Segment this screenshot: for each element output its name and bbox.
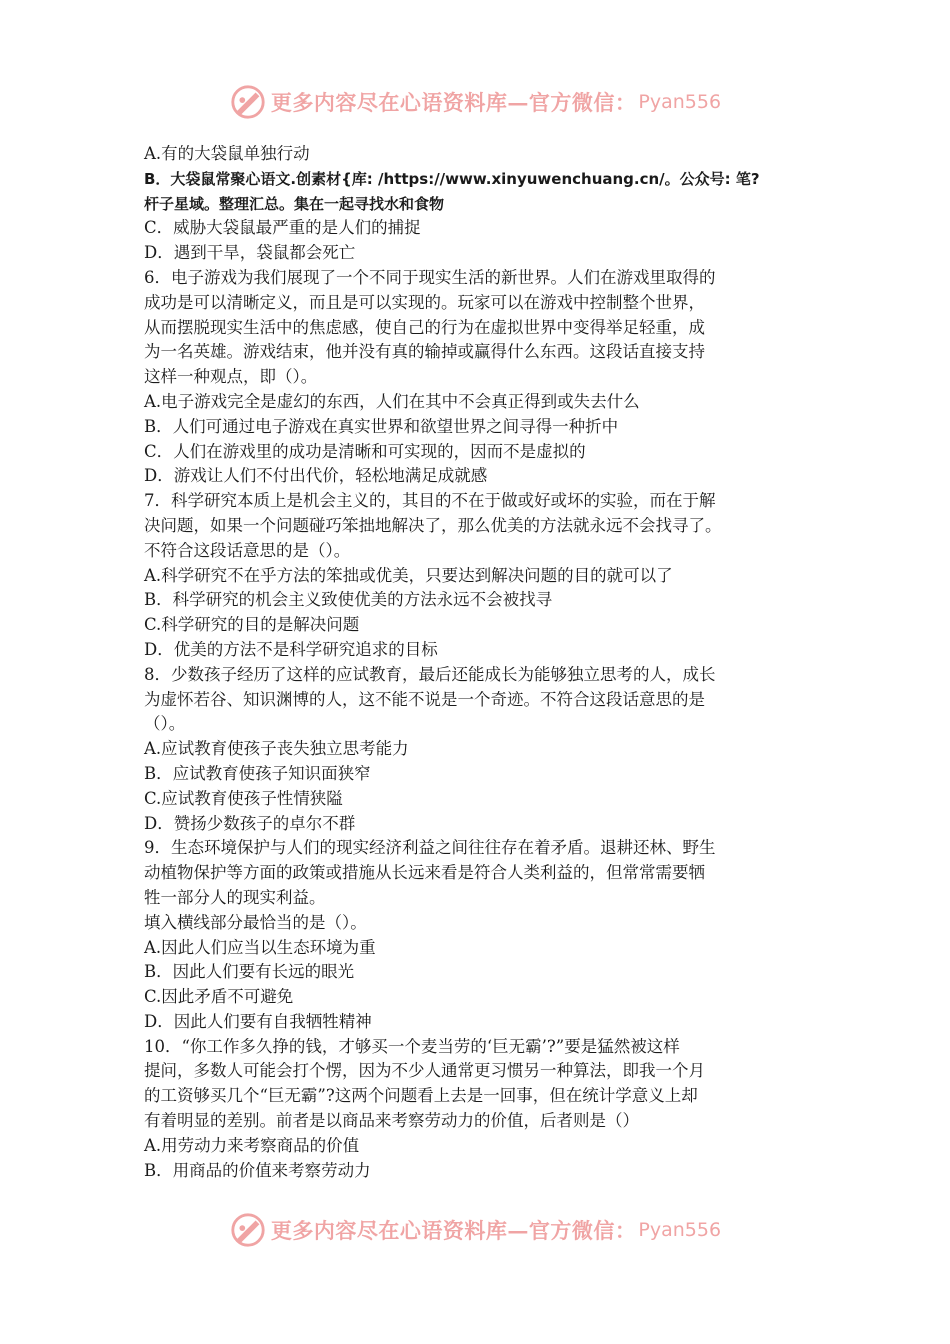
text-line: 的工资够买几个“巨无霸”?这两个问题看上去是一回事，但在统计学意义上却 bbox=[144, 1086, 698, 1106]
text-line: 不符合这段话意思的是（）。 bbox=[144, 540, 351, 560]
text-line: A.应试教育使孩子丧失独立思考能力 bbox=[144, 739, 409, 759]
text-line: B．用商品的价值来考察劳动力 bbox=[144, 1160, 371, 1180]
text-line: A.因此人们应当以生态环境为重 bbox=[144, 937, 376, 957]
text-line: C.应试教育使孩子性情狭隘 bbox=[144, 788, 343, 808]
text-line: A.电子游戏完全是虚幻的东西，人们在其中不会真正得到或失去什么 bbox=[144, 391, 640, 411]
text-line: D．赞扬少数孩子的卓尔不群 bbox=[144, 813, 356, 833]
text-line: D．游戏让人们不付出代价，轻松地满足成就感 bbox=[144, 466, 488, 486]
text-line: A.用劳动力来考察商品的价值 bbox=[144, 1135, 360, 1155]
text-line: A.科学研究不在乎方法的笨拙或优美，只要达到解决问题的目的就可以了 bbox=[144, 565, 673, 585]
text-line: B．大袋鼠常聚心语文.创素材{库: /https://www.xinyuwenchuang.cn/。公众号: 笔? bbox=[144, 169, 760, 188]
text-line: 动植物保护等方面的政策或措施从长远来看是符合人类利益的，但常常需要牺 bbox=[144, 863, 705, 883]
text-line: 8．少数孩子经历了这样的应试教育，最后还能成长为能够独立思考的人，成长 bbox=[144, 664, 716, 684]
text-line: 7．科学研究本质上是机会主义的，其目的不在于做或好或坏的实验，而在于解 bbox=[144, 491, 716, 511]
text-line: 为一名英雄。游戏结束，他并没有真的输掉或赢得什么东西。这段话直接支持 bbox=[144, 342, 705, 362]
text-line: 6．电子游戏为我们展现了一个不同于现实生活的新世界。人们在游戏里取得的 bbox=[144, 267, 716, 287]
text-line: 牲一部分人的现实利益。 bbox=[144, 887, 326, 907]
text-line: 杆子星域。整理汇总。集在一起寻找水和食物 bbox=[144, 194, 445, 213]
text-line: B．人们可通过电子游戏在真实世界和欲望世界之间寻得一种折中 bbox=[144, 416, 619, 436]
text-line: 从而摆脱现实生活中的焦虑感，使自己的行为在虚拟世界中变得举足轻重，成 bbox=[144, 317, 705, 337]
brush-logo-icon bbox=[229, 1211, 267, 1249]
text-line: C．人们在游戏里的成功是清晰和可实现的，因而不是虚拟的 bbox=[144, 441, 586, 461]
watermark-text: 更多内容尽在心语资料库—官方微信： bbox=[270, 90, 637, 115]
text-line: C．威胁大袋鼠最严重的是人们的捕捉 bbox=[144, 218, 421, 238]
text-line: D．优美的方法不是科学研究追求的目标 bbox=[144, 639, 438, 659]
text-line: 10．“你工作多久挣的钱，才够买一个麦当劳的‘巨无霸’?”要是猛然被这样 bbox=[144, 1036, 680, 1056]
text-line: 这样一种观点，即（）。 bbox=[144, 367, 318, 387]
text-line: B．科学研究的机会主义致使优美的方法永远不会被找寻 bbox=[144, 590, 553, 610]
text-line: 成功是可以清晰定义，而且是可以实现的。玩家可以在游戏中控制整个世界， bbox=[144, 292, 705, 312]
text-line: 为虚怀若谷、知识渊博的人，这不能不说是一个奇迹。不符合这段话意思的是 bbox=[144, 689, 705, 709]
text-line: A.有的大袋鼠单独行动 bbox=[144, 144, 310, 163]
watermark-wechat-id: Pyan556 bbox=[638, 91, 722, 113]
brush-logo-icon bbox=[229, 83, 267, 121]
watermark-text: 更多内容尽在心语资料库—官方微信： bbox=[270, 1218, 637, 1243]
document-body bbox=[144, 142, 808, 1183]
text-line: B．应试教育使孩子知识面狭窄 bbox=[144, 763, 371, 783]
text-line: 9．生态环境保护与人们的现实经济利益之间往往存在着矛盾。退耕还林、野生 bbox=[144, 838, 716, 858]
watermark-wechat-id: Pyan556 bbox=[638, 1219, 722, 1241]
text-line: D．因此人们要有自我牺牲精神 bbox=[144, 1011, 372, 1031]
text-line: 填入横线部分最恰当的是（）。 bbox=[144, 912, 367, 932]
text-line: B．因此人们要有长远的眼光 bbox=[144, 962, 355, 982]
text-line: 有着明显的差别。前者是以商品来考察劳动力的价值，后者则是（） bbox=[144, 1111, 639, 1131]
text-line: C.科学研究的目的是解决问题 bbox=[144, 615, 360, 635]
watermark-banner-bottom bbox=[0, 1208, 950, 1252]
text-line: C.因此矛盾不可避免 bbox=[144, 987, 294, 1007]
text-line: 决问题，如果一个问题碰巧笨拙地解决了，那么优美的方法就永远不会找寻了。 bbox=[144, 515, 722, 535]
watermark-banner-top bbox=[0, 80, 950, 124]
text-line: 提问，多数人可能会打个愣，因为不少人通常更习惯另一种算法，即我一个月 bbox=[144, 1061, 705, 1081]
text-line: D．遇到干旱，袋鼠都会死亡 bbox=[144, 243, 356, 263]
text-line: （）。 bbox=[144, 714, 186, 734]
